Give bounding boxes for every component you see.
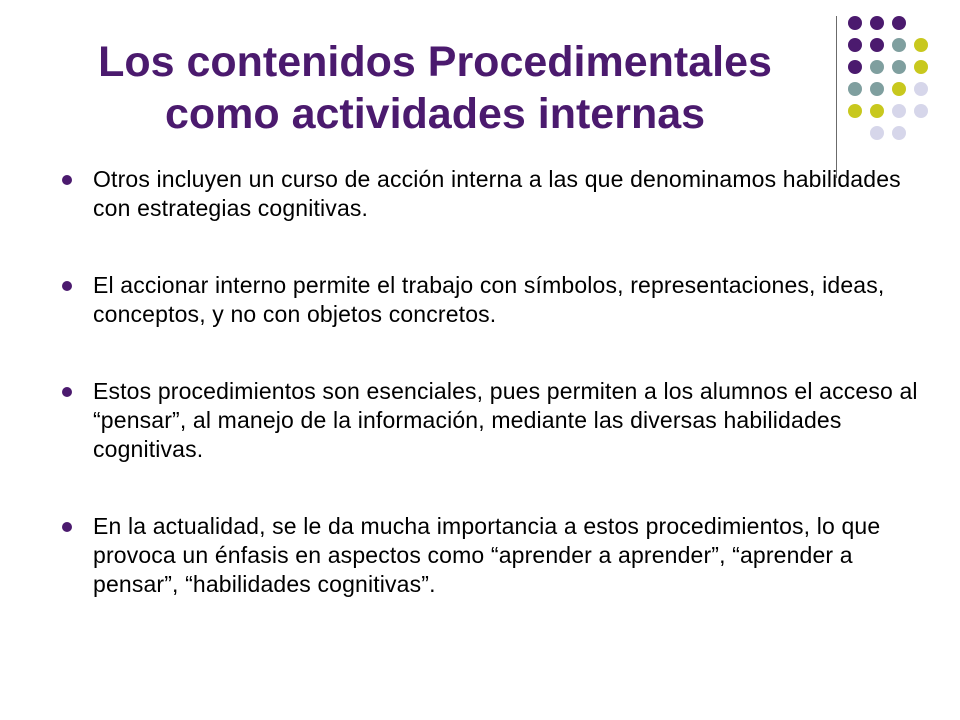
- decorative-dot: [848, 104, 862, 118]
- decorative-dot: [848, 16, 862, 30]
- bullet-item: [60, 377, 920, 464]
- bullet-item: [60, 512, 920, 599]
- decorative-dot: [870, 126, 884, 140]
- decorative-dot: [892, 60, 906, 74]
- decorative-dot-grid: [848, 16, 948, 156]
- bullet-item: [60, 165, 920, 223]
- bullet-text: En la actualidad, se le da mucha importancia a estos procedimientos, lo que provoca un énfasis en aspectos como “aprender a aprender”, “aprender a pensar”, “habilidades cognitivas”.: [93, 513, 881, 597]
- title-line-2: como actividades internas: [164, 90, 706, 138]
- decorative-dot: [848, 38, 862, 52]
- decorative-dot: [870, 60, 884, 74]
- title-line-1: Los contenidos Procedimentales: [98, 38, 772, 86]
- bullet-text: El accionar interno permite el trabajo con símbolos, representaciones, ideas, conceptos, y no con objetos concretos.: [93, 272, 885, 327]
- slide-title: [30, 36, 840, 140]
- decorative-dot: [914, 82, 928, 96]
- bullet-dot-icon: [62, 175, 72, 185]
- decorative-dot: [870, 82, 884, 96]
- decorative-dot: [848, 60, 862, 74]
- bullet-dot-icon: [62, 281, 72, 291]
- decorative-dot: [848, 82, 862, 96]
- decorative-dot: [914, 60, 928, 74]
- decorative-dot: [870, 38, 884, 52]
- bullet-text: Estos procedimientos son esenciales, pues permiten a los alumnos el acceso al “pensar”, al manejo de la información, mediante las diversas habilidades cognitivas.: [93, 378, 918, 462]
- bullet-item: [60, 271, 920, 329]
- decorative-dot: [870, 16, 884, 30]
- bullet-text: Otros incluyen un curso de acción interna a las que denominamos habilidades con estrategias cognitivas.: [93, 166, 901, 221]
- decorative-dot: [892, 38, 906, 52]
- bullet-dot-icon: [62, 522, 72, 532]
- decorative-dot: [892, 126, 906, 140]
- bullet-list: [60, 165, 920, 599]
- decorative-dot: [892, 16, 906, 30]
- vertical-divider: [836, 16, 837, 178]
- decorative-dot: [914, 104, 928, 118]
- decorative-dot: [892, 82, 906, 96]
- decorative-dot: [870, 104, 884, 118]
- decorative-dot: [892, 104, 906, 118]
- decorative-dot: [914, 38, 928, 52]
- bullet-dot-icon: [62, 387, 72, 397]
